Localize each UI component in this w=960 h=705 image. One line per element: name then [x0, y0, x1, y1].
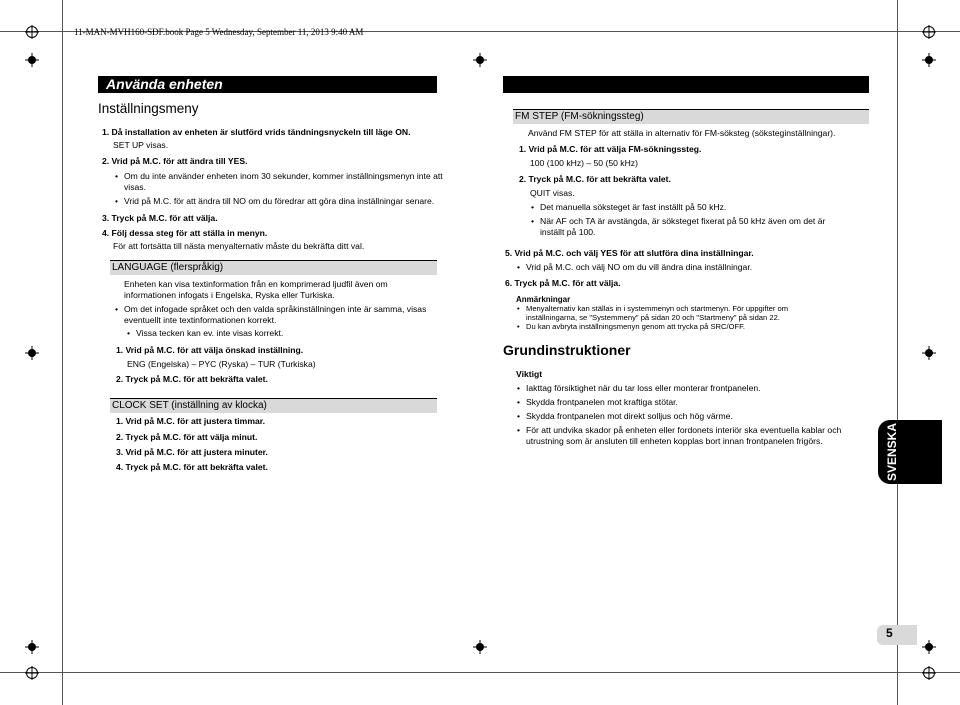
registration-mark-icon — [473, 640, 487, 654]
language-step-1: 1. Vrid på M.C. för att välja önskad inställning. — [116, 345, 304, 355]
fmstep-bullet-1: • Det manuella söksteget är fast inställt på 50 kHz. — [540, 202, 726, 213]
note-2: • Du kan avbryta inställningsmenyn genom att trycka på SRC/OFF. — [526, 322, 745, 332]
crop-line-right — [897, 0, 898, 705]
fmstep-options: 100 (100 kHz) – 50 (50 kHz) — [530, 158, 638, 168]
registration-mark-icon — [922, 53, 936, 67]
viktigt-bullet-2: • Skydda frontpanelen mot kraftiga stötar. — [526, 397, 678, 408]
registration-mark-icon — [25, 640, 39, 654]
registration-mark-icon — [922, 25, 936, 39]
fmstep-header-text: FM STEP (FM-sökningssteg) — [515, 111, 644, 122]
language-step-2: 2. Tryck på M.C. för att bekräfta valet. — [116, 374, 268, 384]
clock-step-2: 2. Tryck på M.C. för att välja minut. — [116, 432, 258, 442]
registration-mark-icon — [25, 53, 39, 67]
viktigt-bullet-4-cont: utrustning som är ansluten till enheten kopplas bort innan frontpanelen frigörs. — [526, 436, 823, 446]
section-bar-right — [503, 76, 869, 93]
page-heading: Inställningsmeny — [98, 101, 199, 116]
viktigt-bullet-1: • Iakttag försiktighet när du tar loss eller monterar frontpanelen. — [526, 383, 761, 394]
registration-mark-icon — [473, 53, 487, 67]
step-1: 1. Då installation av enheten är slutförd vrids tändningsnyckeln till läge ON. — [102, 127, 411, 137]
notes-title: Anmärkningar — [516, 295, 571, 304]
clock-step-3: 3. Vrid på M.C. för att justera minuter. — [116, 447, 268, 457]
clock-header — [110, 398, 437, 413]
step-4-note: För att fortsätta till nästa menyalternativ måste du bekräfta ditt val. — [113, 241, 365, 251]
registration-mark-icon — [922, 666, 936, 680]
section-title-bar — [98, 76, 437, 93]
note-1-cont: inställningarna, se "Systemmeny" på sidan 20 och "Startmeny" på sidan 22. — [526, 313, 780, 322]
step-5-bullet: • Vrid på M.C. och välj NO om du vill ändra dina inställningar. — [526, 262, 752, 273]
step-2-bullet-2: • Vrid på M.C. för att ändra till NO om du föredrar att göra dina inställningar senare. — [124, 196, 434, 207]
language-header-text: LANGUAGE (flerspråkig) — [112, 262, 224, 273]
step-2-bullet-1-cont: visas. — [124, 182, 146, 192]
fmstep-step-2: 2. Tryck på M.C. för att bekräfta valet. — [519, 174, 671, 184]
registration-mark-icon — [25, 25, 39, 39]
page-number-box — [877, 625, 917, 645]
language-side-tab-label: SVENSKA — [885, 423, 899, 482]
file-info: 11-MAN-MVH160-SDF.book Page 5 Wednesday, September 11, 2013 9:40 AM — [74, 27, 364, 37]
clock-step-1: 1. Vrid på M.C. för att justera timmar. — [116, 416, 265, 426]
step-5: 5. Vrid på M.C. och välj YES för att slutföra dina inställningar. — [505, 248, 754, 258]
language-bullet-2: • Vissa tecken kan ev. inte visas korrekt. — [136, 328, 283, 339]
step-1-result: SET UP visas. — [113, 140, 169, 150]
viktigt-bullet-3: • Skydda frontpanelen mot direkt solljus och hög värme. — [526, 411, 733, 422]
fmstep-bullet-2: • När AF och TA är avstängda, är söksteget fixerat på 50 kHz även om det är — [540, 216, 825, 227]
clock-step-4: 4. Tryck på M.C. för att bekräfta valet. — [116, 462, 268, 472]
language-paragraph-1: Enheten kan visa textinformation från en komprimerad ljudfil även om — [124, 279, 388, 289]
language-options: ENG (Engelska) – PYC (Ryska) – TUR (Turkiska) — [127, 359, 316, 369]
section-title: Använda enheten — [106, 76, 223, 92]
viktigt-title: Viktigt — [516, 369, 543, 379]
fmstep-header — [513, 109, 869, 124]
step-6: 6. Tryck på M.C. för att välja. — [505, 278, 621, 288]
registration-mark-icon — [25, 346, 39, 360]
page-number: 5 — [886, 626, 893, 640]
fmstep-step-1: 1. Vrid på M.C. för att välja FM-sökningssteg. — [519, 144, 702, 154]
clock-header-text: CLOCK SET (inställning av klocka) — [112, 400, 267, 411]
registration-mark-icon — [922, 640, 936, 654]
crop-line-bottom — [0, 672, 960, 673]
language-bullet-1: • Om det infogade språket och den valda språkinställningen inte är samma, visas — [124, 304, 426, 315]
viktigt-bullet-4: • För att undvika skador på enheten eller fordonets interiör ska eventuella kablar och — [526, 425, 841, 436]
step-2: 2. Vrid på M.C. för att ändra till YES. — [102, 156, 248, 166]
crop-line-left — [62, 0, 63, 705]
note-1: • Menyalternativ kan ställas in i systemmenyn och startmenyn. För uppgifter om — [526, 304, 788, 314]
fmstep-intro: Använd FM STEP för att ställa in alternativ för FM-söksteg (söksteginställningar). — [528, 128, 836, 138]
step-4: 4. Följ dessa steg för att ställa in menyn. — [102, 228, 268, 238]
registration-mark-icon — [922, 346, 936, 360]
fmstep-bullet-2-cont: inställt på 100. — [540, 227, 596, 237]
fmstep-quit: QUIT visas. — [530, 188, 575, 198]
step-3: 3. Tryck på M.C. för att välja. — [102, 213, 218, 223]
step-2-bullet-1: • Om du inte använder enheten inom 30 sekunder, kommer inställningsmenyn inte att — [124, 171, 443, 182]
grund-heading: Grundinstruktioner — [503, 342, 631, 358]
language-header — [110, 260, 437, 275]
language-bullet-1-cont: eventuellt inte textinformationen korrekt. — [124, 315, 277, 325]
language-paragraph-2: informationen infogats i Engelska, Ryska eller Turkiska. — [124, 290, 335, 300]
registration-mark-icon — [25, 666, 39, 680]
